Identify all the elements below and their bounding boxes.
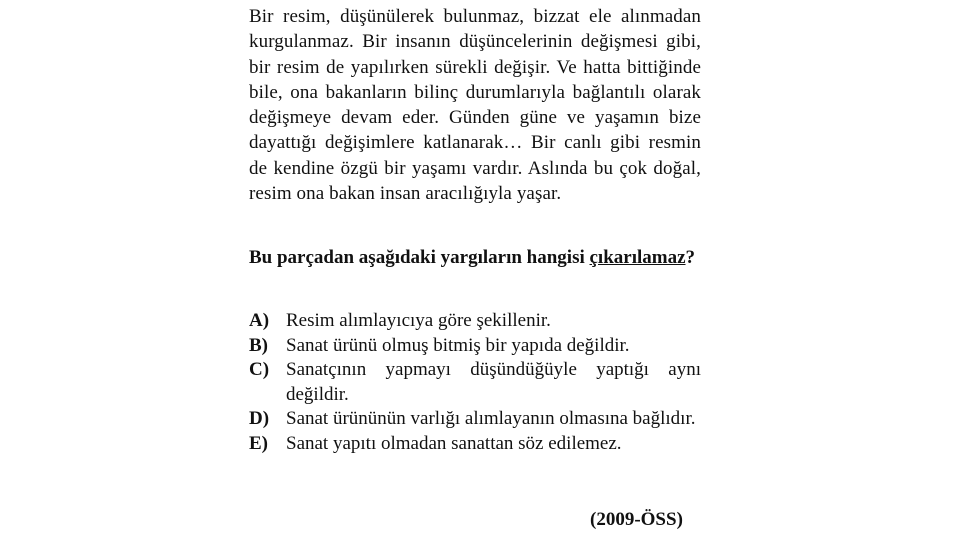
source-citation: (2009-ÖSS) <box>590 509 683 530</box>
option-letter: C) <box>249 359 270 380</box>
option-text: Sanat ürünü olmuş bitmiş bir yapıda değildir. <box>286 334 630 356</box>
passage-text: Bir resim, düşünülerek bulunmaz, bizzat ele alınmadan kurgulanmaz. Bir insanın düşüncelerinin değişmesi gibi, bir resim de yapılırken sürekli değişir. Ve hatta bittiğinde bile, ona bakanların bilinç durumlarıyla bağlantılı olarak değişmeye devam eder. Günden güne ve yaşamın bize dayattığı değişimlere katlanarak… Bir canlı gibi resmin de kendine özgü bir yaşamı vardır. Aslında bu çok doğal, resim ona bakan insan aracılığıyla yaşar. <box>249 6 701 205</box>
option-d[interactable] <box>249 407 701 432</box>
option-a[interactable] <box>249 309 701 334</box>
option-text: Sanatçının yapmayı düşündüğüyle yaptığı aynı değildir. <box>286 359 701 405</box>
option-b[interactable] <box>249 334 701 359</box>
question-text: Bu parçadan aşağıdaki yargıların hangisi <box>249 247 585 268</box>
reading-passage <box>249 4 701 206</box>
option-e[interactable] <box>249 432 701 457</box>
question-mark: ? <box>685 247 696 268</box>
option-letter: D) <box>249 408 270 429</box>
option-letter: A) <box>249 310 270 331</box>
question-emphasis: çıkarılamaz <box>589 247 686 268</box>
question-stem <box>249 245 701 270</box>
option-text: Resim alımlayıcıya göre şekillenir. <box>286 310 551 331</box>
answer-options <box>249 309 701 456</box>
option-text: Sanat yapıtı olmadan sanattan söz edilemez. <box>286 432 622 454</box>
option-letter: B) <box>249 334 268 356</box>
option-c[interactable] <box>249 358 701 407</box>
option-letter: E) <box>249 432 268 454</box>
option-text: Sanat ürününün varlığı alımlayanın olmasına bağlıdır. <box>286 408 696 429</box>
